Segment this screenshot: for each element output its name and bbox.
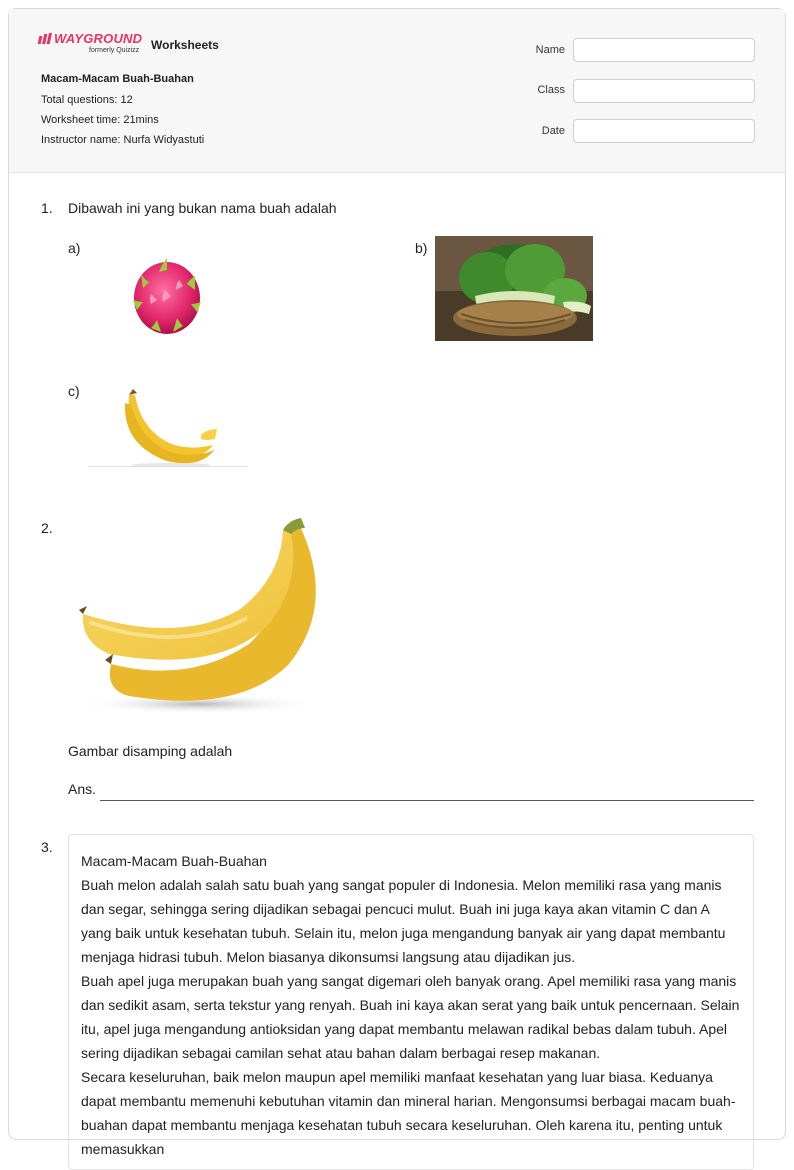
banana-option-image <box>89 381 247 469</box>
date-label: Date <box>541 125 565 137</box>
answer-line[interactable] <box>100 800 754 801</box>
class-label: Class <box>537 84 565 96</box>
question-3-number: 3. <box>41 839 53 855</box>
logo-mark-icon <box>40 33 54 45</box>
passage-paragraph-2: Buah apel juga merupakan buah yang sangat digemari oleh banyak orang. Apel memiliki rasa yang manis dan sedikit asam, serta tekstur yang renyah. Buah ini kaya akan serat yang baik untuk pencernaan. Selain itu, apel juga mengandung antioksidan yang dapat membantu melawan radikal bebas dalam tubuh. Apel sering dijadikan sebagai camilan sehat atau bahan dalam berbagai resep makanan. <box>81 973 740 1061</box>
answer-label: Ans. <box>68 781 97 797</box>
question-2-number: 2. <box>41 520 53 536</box>
worksheet-header <box>9 9 785 173</box>
reading-passage <box>68 834 754 1170</box>
passage-paragraph-1: Buah melon adalah salah satu buah yang sangat populer di Indonesia. Melon memiliki rasa yang manis dan segar, sehingga sering dijadikan sebagai pencuci mulut. Buah ini juga kaya akan vitamin C dan A yang baik untuk kesehatan tubuh. Selain itu, melon juga mengandung banyak air yang dapat membantu menjaga hidrasi tubuh. Melon biasanya dikonsumsi langsung atau dijadikan jus. <box>81 877 726 965</box>
date-field[interactable] <box>573 119 755 143</box>
passage-title: Macam-Macam Buah-Buahan <box>81 853 267 869</box>
passage-paragraph-3: Secara keseluruhan, baik melon maupun apel memiliki manfaat kesehatan yang luar biasa. Keduanya dapat membantu memenuhi kebutuhan vitamin dan mineral harian. Mengonsumsi berbagai macam buah-buahan dapat membantu menjaga kesehatan tubuh secara keseluruhan. Oleh karena itu, penting untuk memasukkan <box>81 1069 736 1157</box>
banana-image <box>69 514 329 719</box>
question-2-text: Gambar disamping adalah <box>68 743 233 759</box>
option-a-label: a) <box>68 240 81 256</box>
wayground-logo <box>40 31 144 57</box>
class-field[interactable] <box>573 79 755 103</box>
dragon-fruit-image <box>121 250 213 342</box>
instructor-name: Instructor name: Nurfa Widyastuti <box>41 134 205 146</box>
logo-subtext: formerly Quizizz <box>89 47 140 54</box>
option-c-label: c) <box>68 383 80 399</box>
question-1-text: Dibawah ini yang bukan nama buah adalah <box>68 200 337 216</box>
question-1-number: 1. <box>41 200 53 216</box>
bok-choy-image <box>435 236 593 341</box>
worksheet-page <box>8 8 786 1157</box>
total-questions: Total questions: 12 <box>41 94 133 106</box>
brand-label: Worksheets <box>151 38 219 52</box>
logo-wordmark: WAYGROUND <box>54 31 143 46</box>
option-b-label: b) <box>415 240 428 256</box>
worksheet-title: Macam-Macam Buah-Buahan <box>41 73 194 85</box>
name-label: Name <box>535 44 565 56</box>
option-c-divider <box>89 466 247 467</box>
name-field[interactable] <box>573 38 755 62</box>
worksheet-time: Worksheet time: 21mins <box>41 114 159 126</box>
